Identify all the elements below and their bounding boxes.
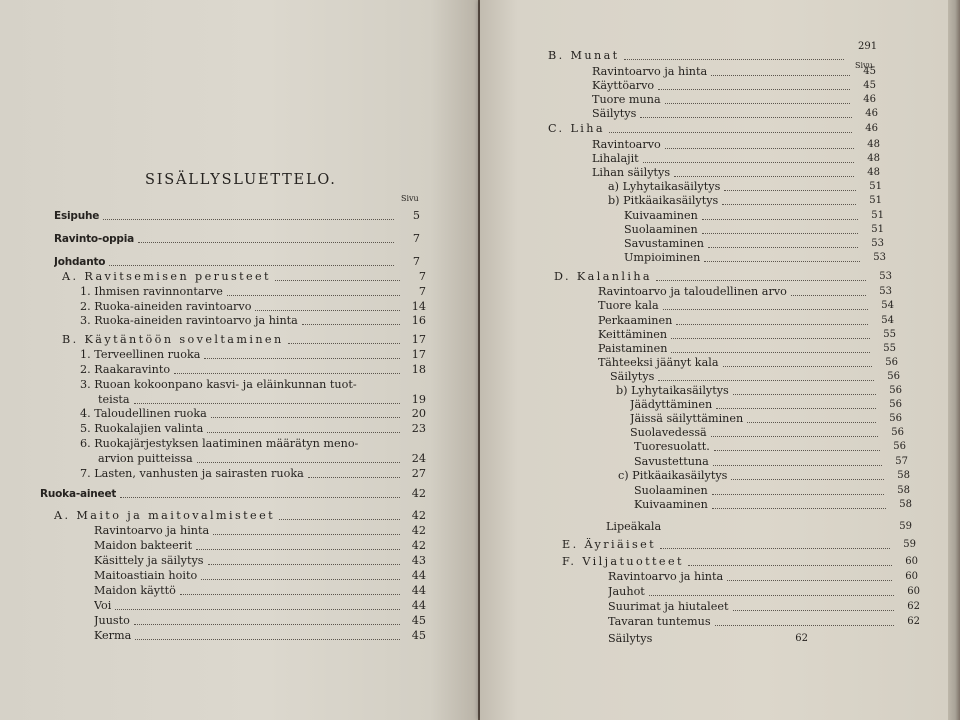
dot-leader: [288, 343, 400, 344]
entry-title: Tähteeksi jäänyt kala: [598, 356, 719, 369]
left-toc-entry-esipuhe: [54, 209, 420, 223]
entry-title: Voi: [94, 599, 112, 612]
dot-leader: [204, 358, 400, 359]
right-toc-entry-sailytys: [608, 632, 808, 646]
entry-title: E. Äyriäiset: [562, 538, 657, 551]
left-toc-entry-kasittely-ja-sailytys: [94, 554, 426, 568]
right-toc-entry-perkaaminen: [598, 314, 894, 328]
entry-title: Savustettuna: [634, 455, 709, 468]
entry-title: Jäädyttäminen: [630, 398, 713, 411]
entry-page-number: 45: [863, 80, 876, 91]
dot-leader: [109, 265, 394, 266]
left-toc-entry-arvion-puitteissa: [98, 452, 426, 466]
entry-title: Lihan säilytys: [592, 166, 671, 179]
entry-title: teista: [98, 393, 130, 406]
dot-leader: [665, 148, 854, 149]
entry-title: C. Liha: [548, 122, 605, 135]
page-edge: [948, 0, 960, 720]
entry-page-number: 62: [907, 616, 920, 627]
left-toc-entry-ravinto-oppia: [54, 232, 420, 246]
dot-leader: [747, 422, 876, 423]
left-toc-entry-b-kaytantoon-soveltaminen: [62, 333, 426, 347]
left-toc-entry-kerma: [94, 629, 426, 643]
left-toc-entry-1-ihmisen-ravinnontarve: [80, 285, 426, 299]
entry-page-number: 56: [887, 371, 900, 382]
left-toc-entry-3-ruoan-kokoonpano-kasvi-ja-elainkunnan-tuot: [80, 378, 426, 392]
entry-page-number: 43: [411, 554, 426, 567]
entry-title: Perkaaminen: [598, 314, 673, 327]
entry-title: Ravintoarvo ja taloudellinen arvo: [598, 285, 787, 298]
entry-page-number: 14: [411, 300, 426, 313]
entry-title: Ruoka-aineet: [40, 488, 117, 500]
entry-page-number: 7: [418, 285, 426, 298]
entry-page-number: 44: [411, 584, 426, 597]
entry-page-number: 56: [885, 357, 898, 368]
dot-leader: [671, 338, 870, 339]
entry-title: Säilytys: [608, 632, 653, 645]
entry-page-number: 7: [412, 255, 420, 268]
right-toc-entry-lihalajit: [592, 152, 880, 166]
left-toc-entry-4-taloudellinen-ruoka: [80, 407, 426, 421]
dot-leader: [715, 625, 894, 626]
entry-title: Savustaminen: [624, 237, 704, 250]
entry-title: Maidon käyttö: [94, 584, 176, 597]
right-toc-entry-b-pitkaaikasailytys: [608, 194, 882, 208]
right-toc-entry-jaadyttaminen: [630, 398, 902, 412]
entry-page-number: 60: [905, 571, 918, 582]
right-toc-entry-ravintoarvo-ja-taloudellinen-arvo: [598, 285, 892, 299]
left-toc-entry-voi: [94, 599, 426, 613]
dot-leader: [716, 408, 876, 409]
dot-leader: [712, 494, 884, 495]
entry-title: Jäissä säilyttäminen: [630, 412, 744, 425]
entry-title: A. Ravitsemisen perusteet: [62, 270, 271, 283]
entry-page-number: 56: [889, 385, 902, 396]
right-toc-entry-suolaaminen: [634, 484, 910, 498]
dot-leader: [115, 609, 400, 610]
entry-title: Tavaran tuntemus: [608, 615, 711, 628]
dot-leader: [103, 219, 394, 220]
entry-page-number: 59: [903, 539, 916, 550]
entry-page-number: 51: [869, 181, 882, 192]
entry-page-number: 23: [411, 422, 426, 435]
entry-page-number: 56: [889, 413, 902, 424]
dot-leader: [196, 549, 400, 550]
entry-title: D. Kalanliha: [554, 270, 652, 283]
dot-leader: [704, 261, 860, 262]
entry-title: 3. Ruoka-aineiden ravintoarvo ja hinta: [80, 314, 298, 327]
entry-page-number: 17: [411, 333, 426, 346]
entry-page-number: 7: [412, 232, 420, 245]
entry-title: Ravintoarvo: [592, 138, 661, 151]
dot-leader: [174, 373, 400, 374]
entry-page-number: 17: [411, 348, 426, 361]
entry-page-number: 44: [411, 599, 426, 612]
right-toc-entry-tuore-muna: [592, 93, 876, 107]
entry-title: Kuivaaminen: [624, 209, 698, 222]
entry-title: Paistaminen: [598, 342, 668, 355]
entry-page-number: 24: [411, 452, 426, 465]
left-toc-entry-2-ruoka-aineiden-ravintoarvo: [80, 300, 426, 314]
dot-leader: [714, 450, 880, 451]
dot-leader: [609, 132, 852, 133]
dot-leader: [711, 436, 878, 437]
entry-page-number: 53: [879, 286, 892, 297]
right-toc-entry-lihan-sailytys: [592, 166, 880, 180]
entry-title: Lihalajit: [592, 152, 639, 165]
entry-title: c) Pitkäaikasäilytys: [618, 469, 728, 482]
dot-leader: [731, 479, 884, 480]
right-toc-entry-suolavedessa: [630, 426, 904, 440]
dot-leader: [674, 176, 854, 177]
entry-page-number: 46: [865, 108, 878, 119]
dot-leader: [275, 280, 400, 281]
entry-title: B. Käytäntöön soveltaminen: [62, 333, 284, 346]
dot-leader: [722, 204, 856, 205]
dot-leader: [213, 534, 400, 535]
right-toc-entry-lipeakala: [606, 520, 912, 534]
entry-page-number: 46: [863, 94, 876, 105]
entry-page-number: 56: [889, 399, 902, 410]
dot-leader: [207, 432, 400, 433]
left-toc-entry-maidon-kaytto: [94, 584, 426, 598]
dot-leader: [711, 75, 850, 76]
right-toc-entry-tuoresuolatt: [634, 440, 906, 454]
right-toc-entry-c-pitkaaikasailytys: [618, 469, 910, 483]
entry-page-number: 18: [411, 363, 426, 376]
entry-title: Lipeäkala: [606, 520, 662, 533]
dot-leader: [255, 310, 400, 311]
left-toc-entry-7-lasten-vanhusten-ja-sairasten-ruoka: [80, 467, 426, 481]
entry-page-number: 48: [867, 153, 880, 164]
entry-title: Käyttöarvo: [592, 79, 655, 92]
left-toc-entry-johdanto: [54, 255, 420, 269]
entry-title: Umpioiminen: [624, 251, 701, 264]
left-toc-entry-juusto: [94, 614, 426, 628]
entry-page-number: 56: [893, 441, 906, 452]
entry-page-number: 27: [411, 467, 426, 480]
entry-page-number: 51: [871, 210, 884, 221]
entry-title: 5. Ruokalajien valinta: [80, 422, 204, 435]
right-toc-entry-kayttoarvo: [592, 79, 876, 93]
right-toc-entry-d-kalanliha: [554, 270, 892, 284]
left-toc-entry-1-terveellinen-ruoka: [80, 348, 426, 362]
dot-leader: [665, 103, 850, 104]
entry-title: Keittäminen: [598, 328, 668, 341]
entry-page-number: 46: [865, 123, 878, 134]
right-toc-entry-tavaran-tuntemus: [608, 615, 920, 629]
dot-leader: [649, 595, 894, 596]
entry-page-number: 58: [897, 470, 910, 481]
entry-title: Tuore muna: [592, 93, 661, 106]
left-toc-entry-2-raakaravinto: [80, 363, 426, 377]
entry-title: B. Munat: [548, 49, 620, 62]
dot-leader: [227, 295, 400, 296]
entry-title: Maitoastiain hoito: [94, 569, 198, 582]
right-toc-entry-sailytys: [592, 107, 878, 121]
dot-leader: [658, 380, 874, 381]
dot-leader: [180, 594, 400, 595]
right-toc-entry-c-liha: [548, 122, 878, 136]
entry-page-number: 53: [873, 252, 886, 263]
dot-leader: [624, 59, 844, 60]
entry-page-number: 48: [867, 139, 880, 150]
entry-page-number: 60: [907, 586, 920, 597]
entry-title: Ravintoarvo ja hinta: [94, 524, 210, 537]
dot-leader: [713, 465, 882, 466]
dot-leader: [120, 497, 400, 498]
dot-leader: [733, 394, 876, 395]
dot-leader: [727, 580, 892, 581]
right-toc-entry-savustaminen: [624, 237, 884, 251]
page-number: 291: [858, 41, 878, 52]
entry-title: 2. Raakaravinto: [80, 363, 171, 376]
entry-title: Maidon bakteerit: [94, 539, 193, 552]
entry-page-number: 53: [879, 271, 892, 282]
entry-title: Tuore kala: [598, 299, 659, 312]
entry-page-number: 20: [411, 407, 426, 420]
dot-leader: [733, 610, 895, 611]
entry-title: 2. Ruoka-aineiden ravintoarvo: [80, 300, 252, 313]
entry-page-number: 57: [895, 456, 908, 467]
left-toc-entry-6-ruokajarjestyksen-laatiminen-maaratyn-meno: [80, 437, 426, 451]
dot-leader: [702, 233, 858, 234]
entry-title: F. Viljatuotteet: [562, 555, 684, 568]
right-toc-entry-e-ayriaiset: [562, 538, 916, 552]
entry-page-number: 59: [899, 521, 912, 532]
dot-leader: [660, 548, 890, 549]
entry-title: Juusto: [94, 614, 130, 627]
entry-page-number: 42: [411, 509, 426, 522]
right-toc-entry-kuivaaminen: [624, 209, 884, 223]
entry-title: Suurimat ja hiutaleet: [608, 600, 729, 613]
right-toc-entry-kuivaaminen: [634, 498, 912, 512]
entry-page-number: 42: [411, 487, 426, 500]
entry-page-number: 45: [411, 614, 426, 627]
right-toc-entry-sailytys: [610, 370, 900, 384]
entry-page-number: 16: [411, 314, 426, 327]
dot-leader: [208, 564, 400, 565]
left-toc-entry-ravintoarvo-ja-hinta: [94, 524, 426, 538]
dot-leader: [656, 280, 866, 281]
dot-leader: [201, 579, 400, 580]
entry-page-number: 7: [418, 270, 426, 283]
entry-title: Suolavedessä: [630, 426, 707, 439]
dot-leader: [138, 242, 394, 243]
right-toc-entry-a-lyhytaikasailytys: [608, 180, 882, 194]
dot-leader: [791, 295, 866, 296]
entry-page-number: 45: [863, 66, 876, 77]
right-toc-entry-tuore-kala: [598, 299, 894, 313]
dot-leader: [671, 352, 870, 353]
left-toc-entry-ruoka-aineet: [40, 487, 426, 501]
dot-leader: [663, 309, 868, 310]
right-toc-entry-jaissa-sailyttaminen: [630, 412, 902, 426]
dot-leader: [279, 519, 400, 520]
entry-title: Säilytys: [592, 107, 637, 120]
entry-title: 1. Ihmisen ravinnontarve: [80, 285, 223, 298]
entry-page-number: 5: [412, 209, 420, 222]
entry-page-number: 55: [883, 343, 896, 354]
dot-leader: [708, 247, 858, 248]
entry-page-number: 58: [899, 499, 912, 510]
dot-leader: [135, 639, 400, 640]
dot-leader: [197, 462, 400, 463]
entry-page-number: 45: [411, 629, 426, 642]
entry-title: Esipuhe: [54, 210, 100, 222]
right-toc-entry-paistaminen: [598, 342, 896, 356]
left-toc-entry-teista: [98, 393, 426, 407]
entry-page-number: 56: [891, 427, 904, 438]
entry-title: a) Lyhytaikasäilytys: [608, 180, 721, 193]
entry-title: Ravintoarvo ja hinta: [592, 65, 708, 78]
entry-title: Kerma: [94, 629, 132, 642]
entry-title: Säilytys: [610, 370, 655, 383]
left-toc-entry-maitoastiain-hoito: [94, 569, 426, 583]
dot-leader: [724, 190, 856, 191]
entry-page-number: 42: [411, 524, 426, 537]
left-toc-entry-5-ruokalajien-valinta: [80, 422, 426, 436]
entry-title: Suolaaminen: [634, 484, 708, 497]
entry-title: b) Pitkäaikasäilytys: [608, 194, 719, 207]
entry-page-number: 44: [411, 569, 426, 582]
entry-title: 3. Ruoan kokoonpano kasvi- ja eläinkunnan tuot-: [80, 378, 357, 391]
right-sivu-label: Sivu: [855, 61, 873, 70]
entry-page-number: 54: [881, 300, 894, 311]
dot-leader: [643, 162, 854, 163]
entry-page-number: 55: [883, 329, 896, 340]
dot-leader: [640, 117, 852, 118]
entry-title: Tuoresuolatt.: [634, 440, 710, 453]
right-toc-entry-jauhot: [608, 585, 920, 599]
dot-leader: [308, 477, 400, 478]
entry-title: Jauhot: [608, 585, 645, 598]
entry-page-number: 19: [411, 393, 426, 406]
right-toc-entry-ravintoarvo: [592, 138, 880, 152]
dot-leader: [702, 219, 858, 220]
right-toc-entry-keittaminen: [598, 328, 896, 342]
right-toc-entry-ravintoarvo-ja-hinta: [592, 65, 876, 79]
entry-title: Ravinto-oppia: [54, 233, 135, 245]
entry-page-number: 51: [871, 224, 884, 235]
entry-title: arvion puitteissa: [98, 452, 193, 465]
left-toc-entry-maidon-bakteerit: [94, 539, 426, 553]
entry-page-number: 51: [869, 195, 882, 206]
entry-title: b) Lyhytaikasäilytys: [616, 384, 729, 397]
dot-leader: [134, 624, 400, 625]
right-toc-entry-tahteeksi-jaanyt-kala: [598, 356, 898, 370]
left-toc-entry-3-ruoka-aineiden-ravintoarvo-ja-hinta: [80, 314, 426, 328]
entry-page-number: 60: [905, 556, 918, 567]
right-toc-entry-suolaaminen: [624, 223, 884, 237]
entry-page-number: 54: [881, 315, 894, 326]
dot-leader: [211, 417, 400, 418]
entry-title: Ravintoarvo ja hinta: [608, 570, 724, 583]
entry-title: 1. Terveellinen ruoka: [80, 348, 201, 361]
dot-leader: [676, 324, 868, 325]
dot-leader: [658, 89, 850, 90]
dot-leader: [302, 324, 400, 325]
left-toc-entry-a-maito-ja-maitovalmisteet: [54, 509, 426, 523]
entry-page-number: 42: [411, 539, 426, 552]
right-toc-entry-b-munat: [548, 49, 870, 63]
dot-leader: [134, 403, 400, 404]
entry-title: Suolaaminen: [624, 223, 698, 236]
entry-page-number: 58: [897, 485, 910, 496]
toc-title: SISÄLLYSLUETTELO.: [145, 172, 337, 188]
dot-leader: [712, 508, 886, 509]
right-toc-entry-ravintoarvo-ja-hinta: [608, 570, 918, 584]
right-toc-entry-savustettuna: [634, 455, 908, 469]
right-toc-entry-b-lyhytaikasailytys: [616, 384, 902, 398]
entry-title: 4. Taloudellinen ruoka: [80, 407, 207, 420]
left-sivu-label: Sivu: [401, 194, 419, 203]
right-toc-entry-f-viljatuotteet: [562, 555, 918, 569]
entry-page-number: 53: [871, 238, 884, 249]
right-toc-entry-umpioiminen: [624, 251, 886, 265]
entry-page-number: 62: [795, 633, 808, 644]
entry-title: Käsittely ja säilytys: [94, 554, 204, 567]
entry-title: 7. Lasten, vanhusten ja sairasten ruoka: [80, 467, 304, 480]
entry-title: A. Maito ja maitovalmisteet: [54, 509, 275, 522]
entry-page-number: 62: [907, 601, 920, 612]
left-toc-entry-a-ravitsemisen-perusteet: [62, 270, 426, 284]
entry-page-number: 48: [867, 167, 880, 178]
dot-leader: [723, 366, 873, 367]
entry-title: 6. Ruokajärjestyksen laatiminen määrätyn meno-: [80, 437, 359, 450]
entry-title: Kuivaaminen: [634, 498, 708, 511]
entry-title: Johdanto: [54, 256, 106, 268]
right-toc-entry-suurimat-ja-hiutaleet: [608, 600, 920, 614]
dot-leader: [688, 565, 892, 566]
